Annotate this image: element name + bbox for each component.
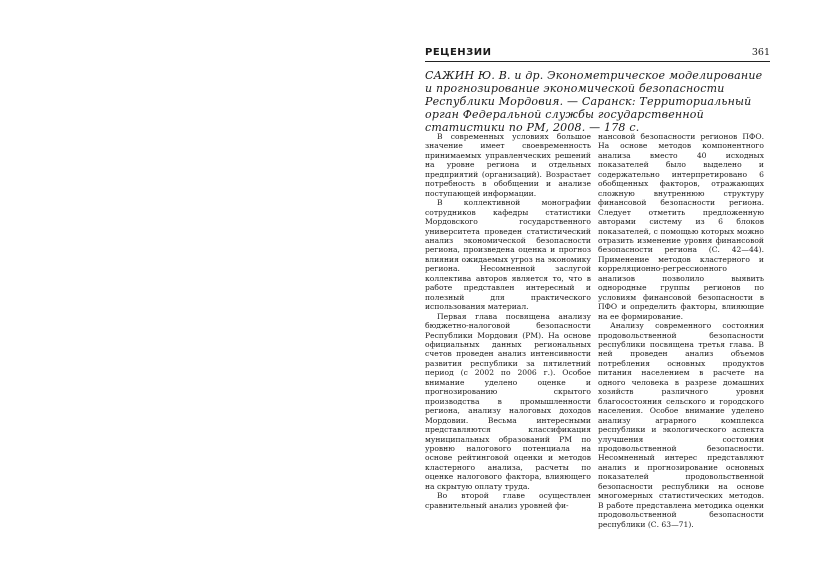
page-number: 361 (751, 47, 770, 58)
paragraph: Первая глава посвящена анализу бюджетно-налоговой безопасности Республики Мордовия (РМ). На основе официальных данных региональных счетов проведен анализ интенсивности развития республики за пятилетний период (с 2002 по 2006 г.). Особое внимание уделено оценке и прогнозированию скрытого производства в промышленности региона, анализу налоговых доходов Мордовии. Весьма интересными представляются классификация муниципальных образований РМ по уровню налогового потенциала на основе рейтинговой оценки и методов кластерного анализа, расчеты по оценке налогового фактора, влияющего на скрытую оплату труда. (425, 311, 591, 491)
paragraph-continued: нансовой безопасности регионов ПФО. На основе методов компонентного анализа вместо 40 исходных показателей было выделено и содержательно интерпретировано 6 обобщенных факторов, отражающих сложную внутреннюю структуру финансовой безопасности региона. Следует отметить предложенную авторами систему из 6 блоков показателей, с помощью которых можно отразить изменение уровня финансовой безопасности региона (С. 42—44). Применение методов кластерного и корреляционно-регрессионного анализов позволило выявить однородные группы регионов по условиям финансовой безопасности в ПФО и определить факторы, влияющие на ее формирование. (598, 132, 764, 321)
page-header (425, 47, 770, 62)
paragraph: Анализу современного состояния продовольственной безопасности республики посвящена третья глава. В ней проведен анализ объемов потребления основных продуктов питания населением в расчете на одного человека в разрезе домашних хозяйств различного уровня благосостояния сельского и городского населения. Особое внимание уделено анализу аграрного комплекса республики и экологического аспекта улучшения состояния продовольственной безопасности. Несомненный интерес представляют анализ и прогнозирование основных показателей продовольственной безопасности республики на основе многомерных статистических методов. В работе представлена методика оценки продовольственной безопасности республики (С. 63—71). (598, 321, 764, 529)
left-text-column (425, 132, 591, 510)
paragraph: В современных условиях большое значение имеет своевременность принимаемых управленческих решений на уровне региона и отдельных предприятий (организаций). Возрастает потребность в обобщении и анализе поступающей информации. (425, 132, 591, 198)
right-text-column (598, 132, 764, 529)
paragraph: В коллективной монографии сотрудников кафедры статистики Мордовского государственного университета проведен статистический анализ экономической безопасности региона, произведена оценка и прогноз влияния ожидаемых угроз на экономику региона. Несомненной заслугой коллектива авторов является то, что в работе представлен интересный и полезный для практического использования материал. (425, 198, 591, 312)
section-title: РЕЦЕНЗИИ (425, 47, 492, 58)
paragraph: Во второй главе осуществлен сравнительный анализ уровней фи- (425, 491, 591, 510)
review-book-citation: САЖИН Ю. В. и др. Эконометрическое моделирование и прогнозирование экономической безопасности Республики Мордовия. — Саранск: Территориальный орган Федеральной службы государственной статистики по РМ, 2008. — 178 с. (425, 69, 763, 134)
